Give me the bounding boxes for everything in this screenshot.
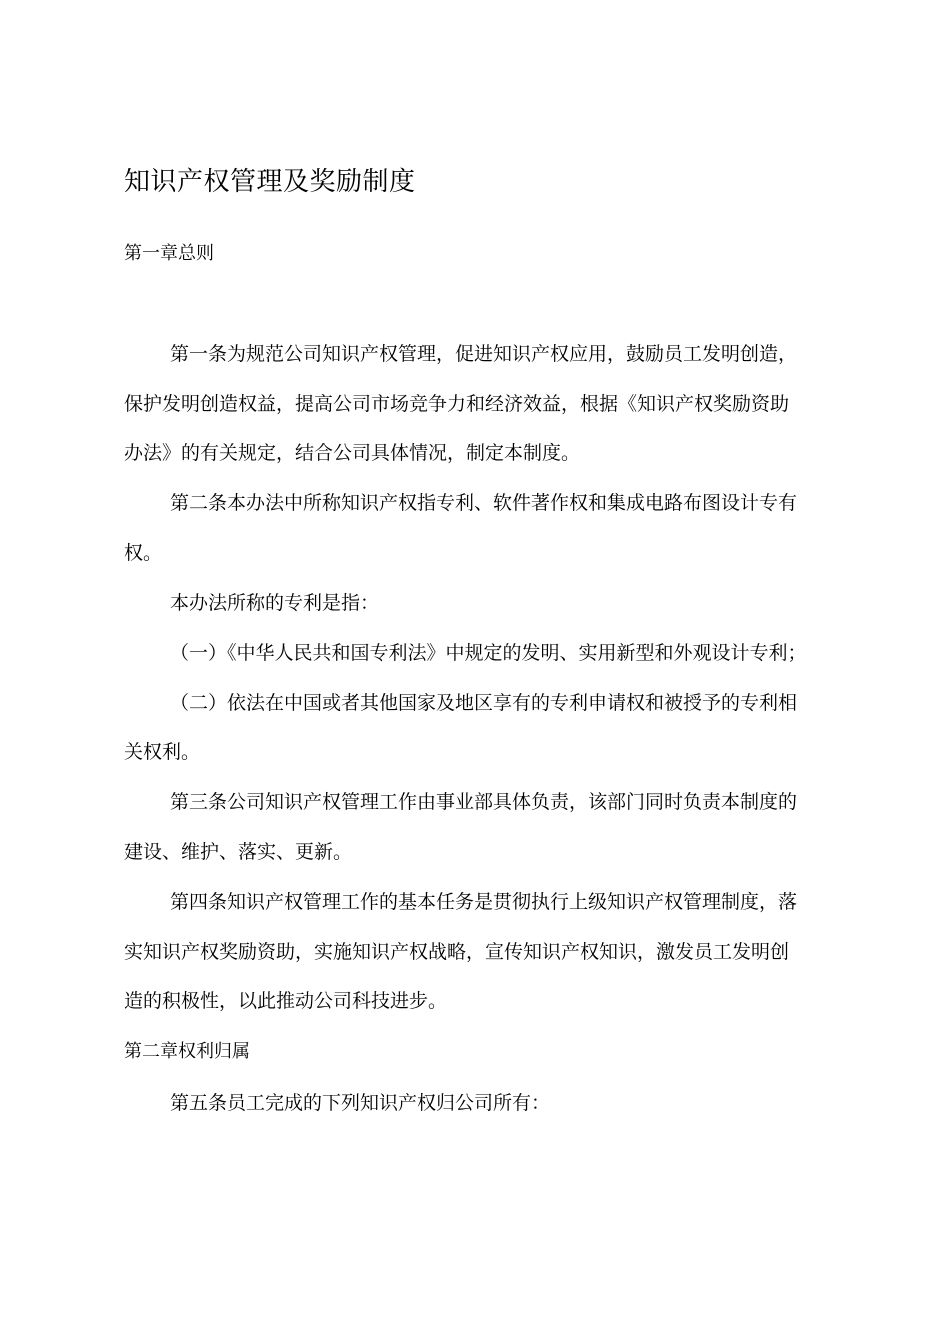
paragraph-line: 第三条公司知识产权管理工作由事业部具体负责，该部门同时负责本制度的 [170, 791, 798, 813]
chapter-heading-1: 第一章总则 [124, 243, 214, 264]
paragraph-line: 第五条员工完成的下列知识产权归公司所有： [170, 1092, 551, 1114]
paragraph-line: 造的积极性，以此推动公司科技进步。 [124, 990, 448, 1012]
document-title: 知识产权管理及奖励制度 [124, 167, 416, 197]
paragraph-line: 权。 [124, 542, 163, 564]
paragraph-line: 本办法所称的专利是指： [170, 592, 380, 614]
list-item-line: 关权利。 [124, 741, 201, 763]
paragraph-line: 保护发明创造权益，提高公司市场竞争力和经济效益，根据《知识产权奖励资助 [124, 393, 790, 415]
paragraph-line: 实知识产权奖励资助，实施知识产权战略，宣传知识产权知识，激发员工发明创 [124, 941, 790, 963]
paragraph-line: 第一条为规范公司知识产权管理，促进知识产权应用，鼓励员工发明创造， [170, 343, 798, 365]
list-item-line: （一）《中华人民共和国专利法》中规定的发明、实用新型和外观设计专利； [170, 642, 807, 664]
paragraph-line: 建设、维护、落实、更新。 [124, 841, 353, 863]
list-item-line: （二）依法在中国或者其他国家及地区享有的专利申请权和被授予的专利相 [170, 692, 798, 714]
paragraph-line: 第四条知识产权管理工作的基本任务是贯彻执行上级知识产权管理制度，落 [170, 891, 798, 913]
paragraph-line: 第二条本办法中所称知识产权指专利、软件著作权和集成电路布图设计专有 [170, 492, 798, 514]
chapter-heading-2: 第二章权利归属 [124, 1041, 250, 1062]
paragraph-line: 办法》的有关规定，结合公司具体情况，制定本制度。 [124, 442, 581, 464]
